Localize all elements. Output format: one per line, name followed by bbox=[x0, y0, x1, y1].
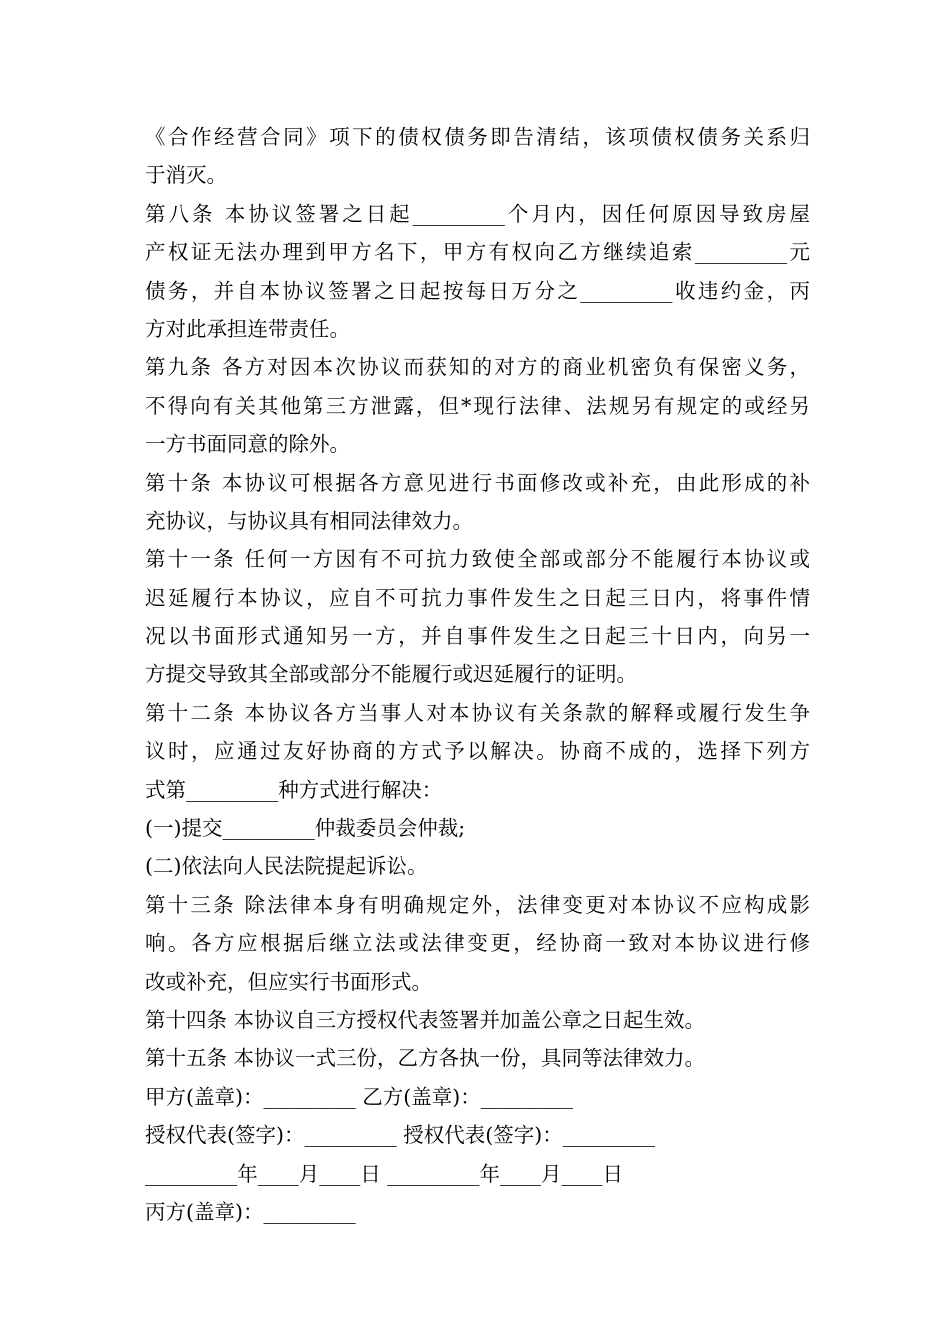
text-line: (二)依法向人民法院提起诉讼。 bbox=[145, 854, 428, 879]
text-line: 迟延履行本协议，应自不可抗力事件发生之日起三日内，将事件情 bbox=[145, 585, 810, 610]
text-line: 第九条 各方对因本次协议而获知的对方的商业机密负有保密义务， bbox=[145, 355, 810, 380]
text-line: 改或补充，但应实行书面形式。 bbox=[145, 969, 432, 994]
signature-line-party-a-b: 甲方(盖章)：_________ 乙方(盖章)：_________ bbox=[145, 1084, 574, 1109]
text-line: 于消灭。 bbox=[145, 163, 227, 188]
text-line: 式第_________种方式进行解决： bbox=[145, 777, 443, 802]
text-line: 况以书面形式通知另一方，并自事件发生之日起三十日内，向另一 bbox=[145, 624, 810, 649]
text-line: 不得向有关其他第三方泄露，但*现行法律、法规另有规定的或经另 bbox=[145, 393, 810, 418]
text-line: 充协议，与协议具有相同法律效力。 bbox=[145, 508, 473, 533]
text-line: 产权证无法办理到甲方名下，甲方有权向乙方继续追索_________元 bbox=[145, 240, 810, 265]
signature-line-representatives: 授权代表(签字)：_________ 授权代表(签字)：_________ bbox=[145, 1123, 656, 1148]
text-line: 第十三条 除法律本身有明确规定外，法律变更对本协议不应构成影 bbox=[145, 892, 810, 917]
text-line: 议时，应通过友好协商的方式予以解决。协商不成的，选择下列方 bbox=[145, 739, 810, 764]
text-line: 第十二条 本协议各方当事人对本协议有关条款的解释或履行发生争 bbox=[145, 700, 810, 725]
text-line: 方对此承担连带责任。 bbox=[145, 316, 350, 341]
text-line: 第十条 本协议可根据各方意见进行书面修改或补充，由此形成的补 bbox=[145, 470, 810, 495]
document-body bbox=[145, 118, 810, 1231]
text-line: 《合作经营合同》项下的债权债务即告清结，该项债权债务关系归 bbox=[145, 125, 810, 149]
text-line: 第十一条 任何一方因有不可抗力致使全部或部分不能履行本协议或 bbox=[145, 547, 810, 572]
text-line: 第十五条 本协议一式三份，乙方各执一份，具同等法律效力。 bbox=[145, 1046, 706, 1071]
text-line: (一)提交_________仲裁委员会仲裁; bbox=[145, 816, 466, 841]
signature-line-dates: _________年____月____日 _________年____月____日 bbox=[145, 1161, 624, 1186]
text-line: 债务，并自本协议签署之日起按每日万分之_________收违约金，丙 bbox=[145, 278, 810, 303]
text-line: 第八条 本协议签署之日起_________个月内，因任何原因导致房屋 bbox=[145, 201, 810, 226]
text-line: 一方书面同意的除外。 bbox=[145, 432, 350, 457]
text-line: 第十四条 本协议自三方授权代表签署并加盖公章之日起生效。 bbox=[145, 1007, 706, 1032]
signature-line-party-c: 丙方(盖章)：_________ bbox=[145, 1199, 356, 1224]
text-line: 方提交导致其全部或部分不能履行或迟延履行的证明。 bbox=[145, 662, 637, 687]
text-line: 响。各方应根据后继立法或法律变更，经协商一致对本协议进行修 bbox=[145, 931, 810, 956]
